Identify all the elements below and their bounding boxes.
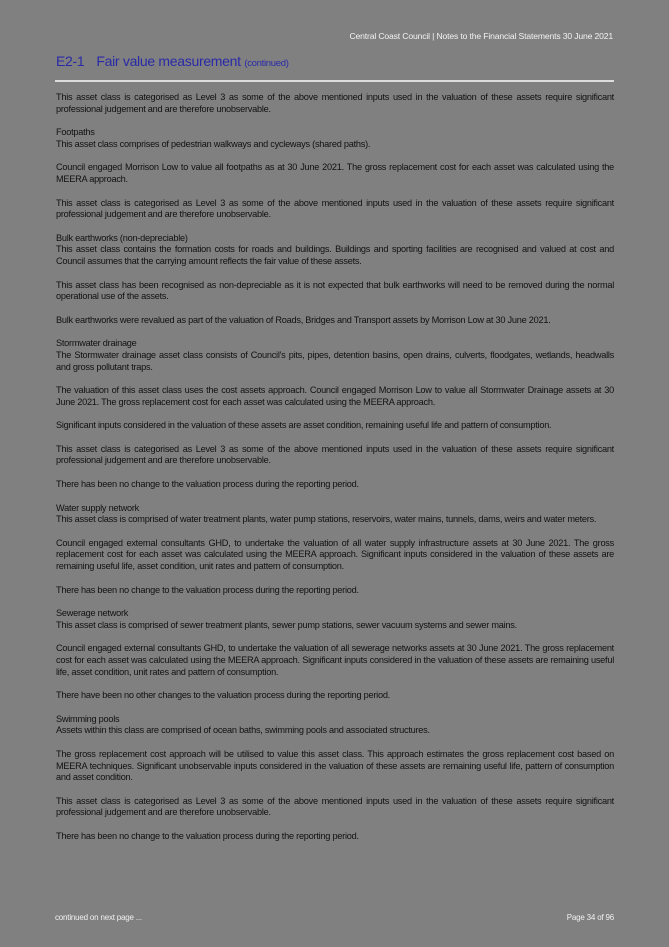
paragraph: This asset class is comprised of sewer treatment plants, sewer pump stations, sewer vacuum systems and sewer mains. bbox=[56, 619, 517, 630]
header-divider bbox=[55, 80, 614, 82]
paragraph: There have been no other changes to the valuation process during the reporting period. bbox=[56, 690, 390, 701]
water-supply-section bbox=[56, 503, 614, 597]
paragraph: Assets within this class are comprised of ocean baths, swimming pools and associated structures. bbox=[56, 725, 430, 736]
document-body bbox=[56, 92, 614, 855]
stormwater-section bbox=[56, 338, 614, 490]
sewerage-section bbox=[56, 608, 614, 702]
paragraph: Significant inputs considered in the valuation of these assets are asset condition, remaining useful life and pattern of consumption. bbox=[56, 420, 552, 431]
section-title bbox=[56, 53, 289, 69]
paragraph: Council engaged Morrison Low to value all footpaths as at 30 June 2021. The gross replacement cost for each asset was calculated using the MEERA approach. bbox=[56, 162, 614, 184]
page-number: Page 34 of 96 bbox=[566, 913, 614, 922]
paragraph: This asset class is comprised of water treatment plants, water pump stations, reservoirs, water mains, tunnels, dams, weirs and water meters. bbox=[56, 514, 597, 525]
paragraph: This asset class has been recognised as non-depreciable as it is not expected that bulk earthworks will need to be removed during the normal operational use of the assets. bbox=[56, 279, 614, 302]
section-number: E2-1 bbox=[56, 53, 85, 69]
paragraph: This asset class is categorised as Level 3 as some of the above mentioned inputs used in the valuation of these assets require significant professional judgement and are therefore unobservable. bbox=[56, 92, 614, 114]
subsection-heading: Footpaths bbox=[56, 127, 95, 138]
subsection-heading: Stormwater drainage bbox=[56, 338, 137, 349]
subsection-heading: Sewerage network bbox=[56, 608, 129, 619]
paragraph: There has been no change to the valuation process during the reporting period. bbox=[56, 584, 359, 595]
paragraph: The gross replacement cost approach will be utilised to value this asset class. This approach estimates the gross replacement cost based on MEERA techniques. Significant unobservable inputs considered in the valuation of these assets are remaining useful life, pattern of consumption and asset condition. bbox=[56, 748, 614, 783]
subsection-heading: Swimming pools bbox=[56, 713, 120, 724]
paragraph: This asset class is categorised as Level 3 as some of the above mentioned inputs used in the valuation of these assets require significant professional judgement and are therefore unobservable. bbox=[56, 197, 614, 220]
footpaths-section bbox=[56, 127, 614, 221]
paragraph: This asset class is categorised as Level 3 as some of the above mentioned inputs used in the valuation of these assets require significant professional judgement and are therefore unobservable. bbox=[56, 443, 614, 466]
swimming-pools-section bbox=[56, 714, 614, 843]
continued-label: (continued) bbox=[244, 58, 289, 69]
paragraph: There has been no change to the valuation process during the reporting period. bbox=[56, 479, 359, 490]
running-header: Central Coast Council | Notes to the Financial Statements 30 June 2021 bbox=[349, 31, 613, 41]
paragraph: This asset class comprises of pedestrian walkways and cycleways (shared paths). bbox=[56, 138, 371, 149]
subsection-heading: Bulk earthworks (non-depreciable) bbox=[56, 232, 188, 243]
paragraph: Bulk earthworks were revalued as part of the valuation of Roads, Bridges and Transport assets by Morrison Low at 30 June 2021. bbox=[56, 314, 551, 325]
subsection-heading: Water supply network bbox=[56, 502, 139, 513]
continued-on-next-page: continued on next page ... bbox=[55, 913, 142, 922]
bulk-earthworks-section bbox=[56, 233, 614, 327]
section-title-text: Fair value measurement bbox=[96, 53, 241, 69]
paragraph: Council engaged external consultants GHD, to undertake the valuation of all sewerage networks assets at 30 June 2021. The gross replacement cost for each asset was calculated using the MEERA approach. Significant inputs considered in the valuation of these assets are remaining useful life, asset condition, unit rates and pattern of consumption. bbox=[56, 643, 614, 677]
paragraph: This asset class contains the formation costs for roads and buildings. Buildings and sporting facilities are recognised and valued at cost and Council assumes that the carrying amount reflects the fair value of these assets. bbox=[56, 244, 614, 266]
paragraph: Council engaged external consultants GHD, to undertake the valuation of all water supply infrastructure assets at 30 June 2021. The gross replacement cost for each asset was calculated using the MEERA approach. Significant inputs considered in the valuation of these assets are remaining useful life, asset condition, unit rates and pattern of consumption. bbox=[56, 537, 614, 572]
paragraph: There has been no change to the valuation process during the reporting period. bbox=[56, 830, 359, 841]
paragraph: The valuation of this asset class uses the cost assets approach. Council engaged Morrison Low to value all Stormwater Drainage assets at 30 June 2021. The gross replacement cost for each asset was calculated using the MEERA approach. bbox=[56, 385, 614, 407]
paragraph: This asset class is categorised as Level 3 as some of the above mentioned inputs used in the valuation of these assets require significant professional judgement and are therefore unobservable. bbox=[56, 795, 614, 818]
paragraph: The Stormwater drainage asset class consists of Council's pits, pipes, detention basins, open drains, culverts, floodgates, wetlands, headwalls and gross pollutant traps. bbox=[56, 349, 614, 372]
